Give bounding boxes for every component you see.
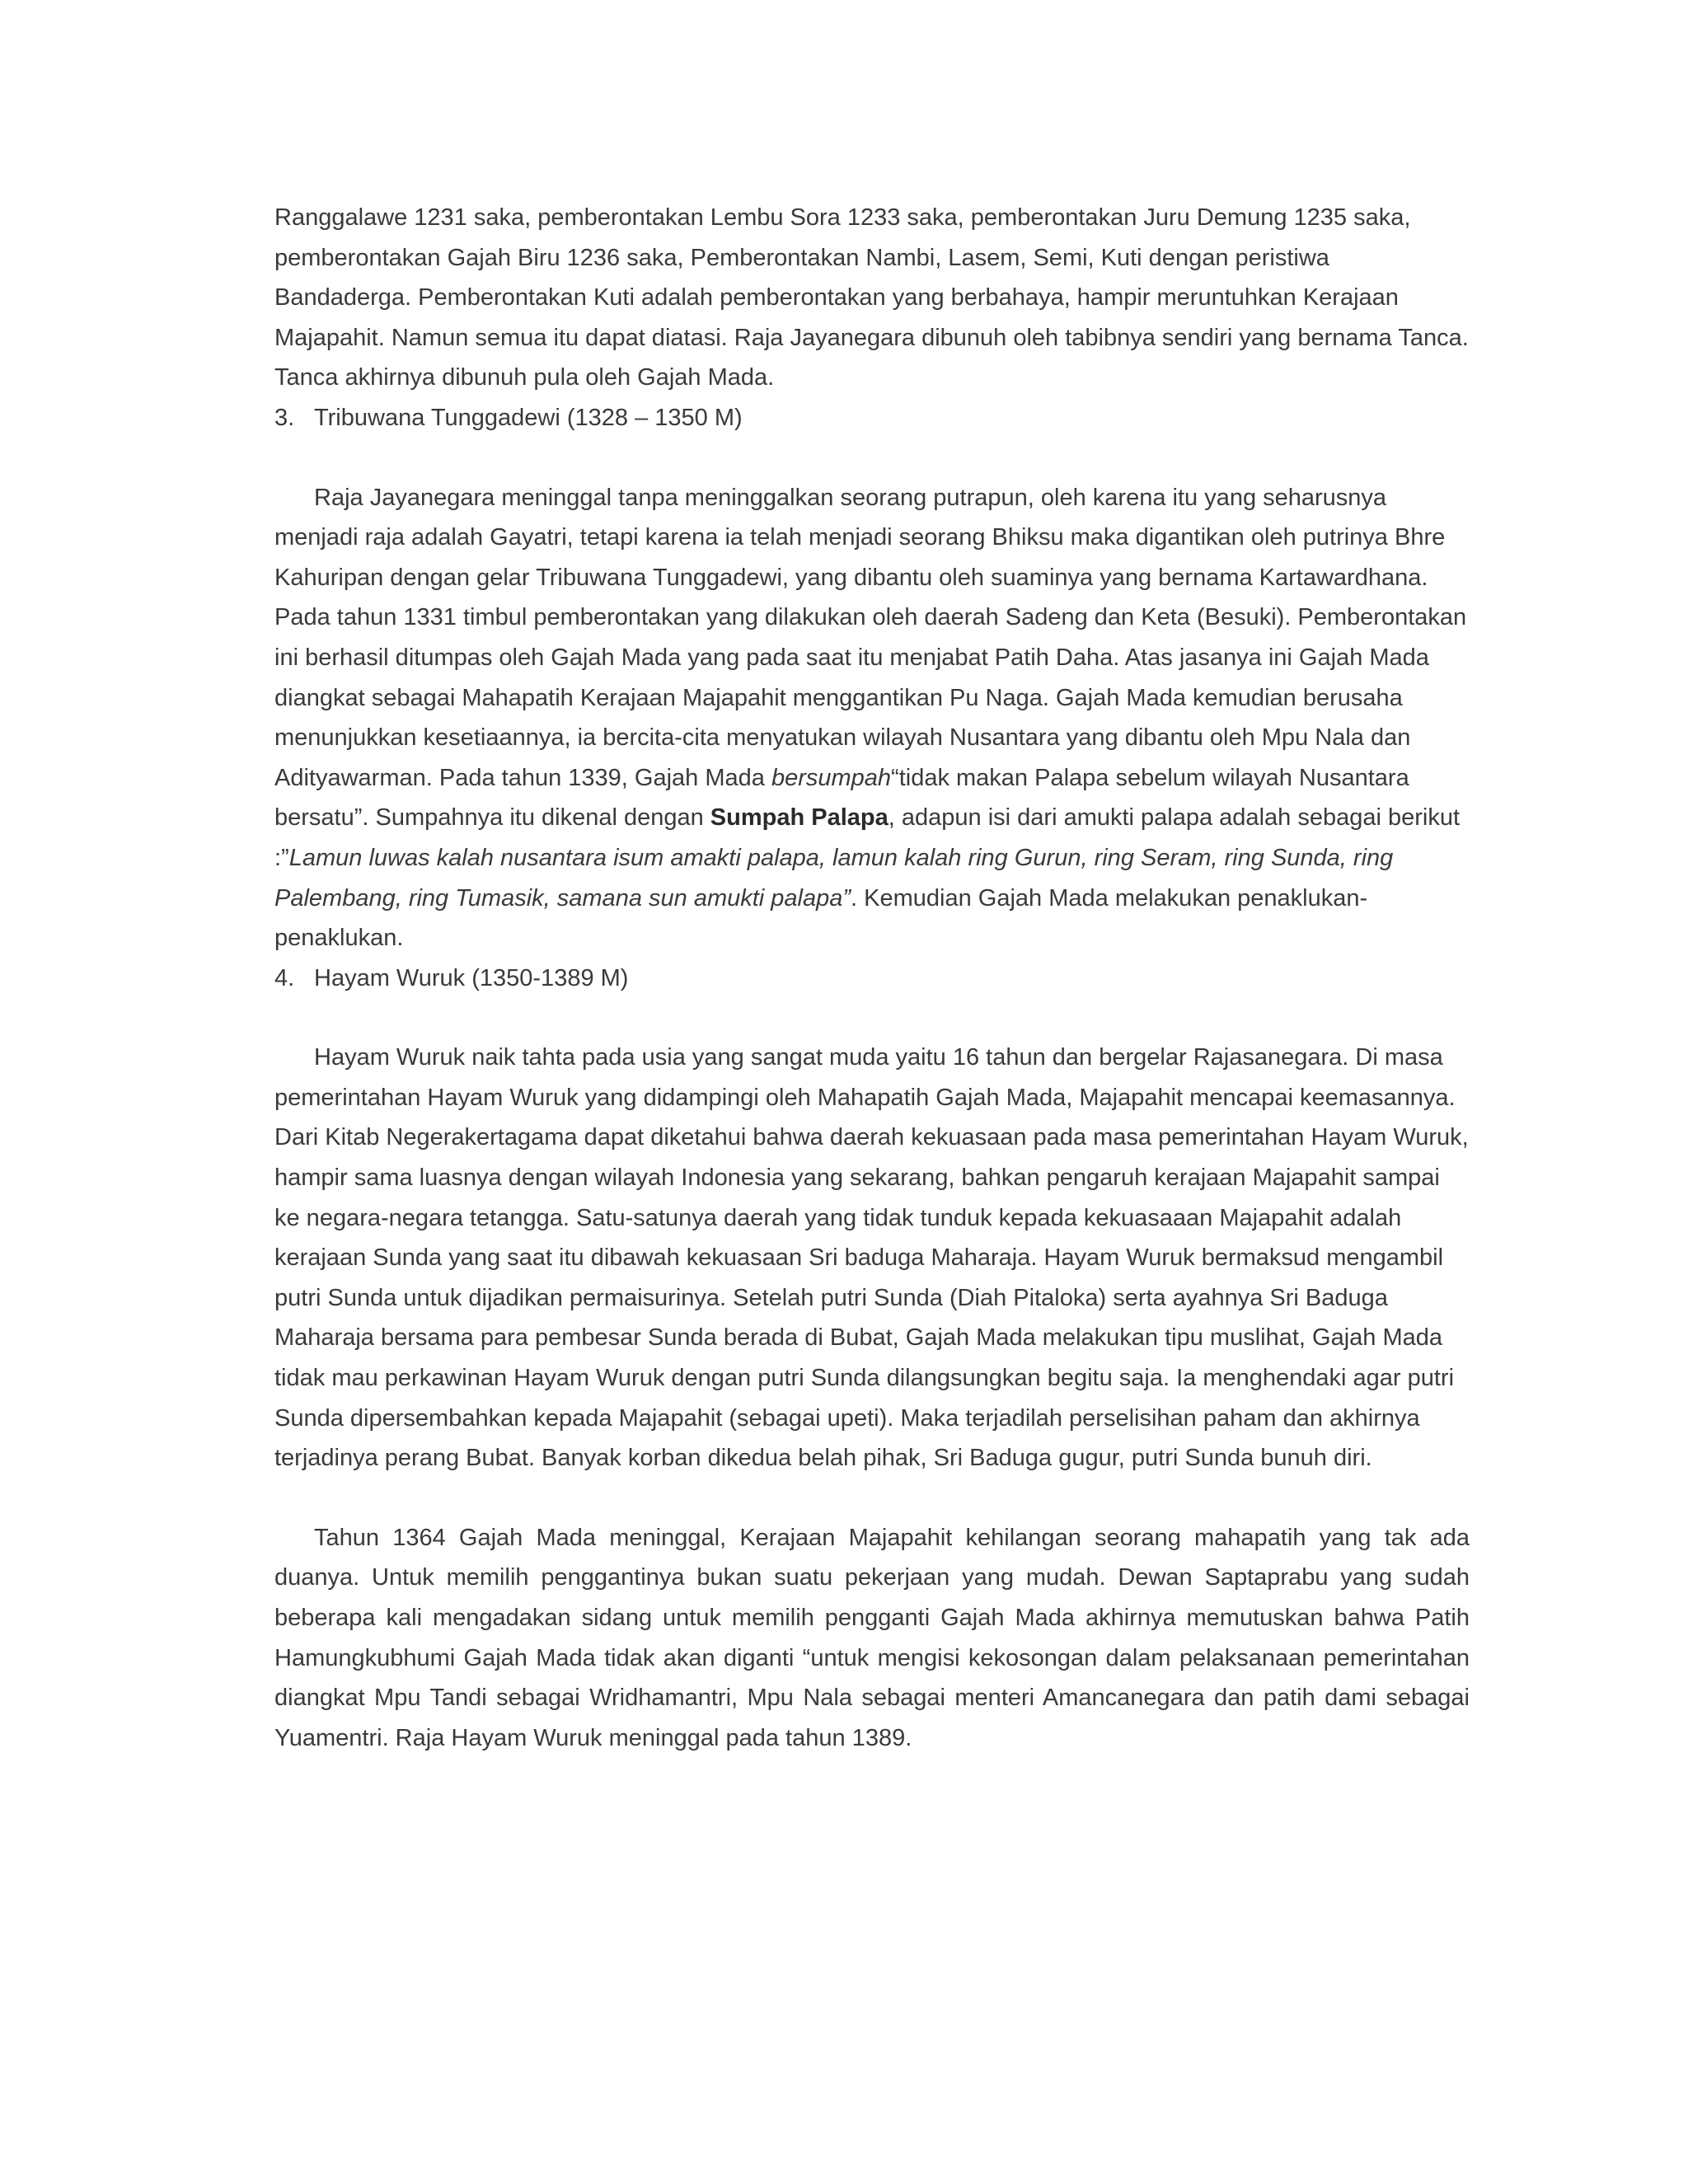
italic-quote: Lamun luwas kalah nusantara isum amakti palapa, lamun kalah ring Gurun, ring Seram, ring Sunda, ring Palembang, ring Tumasik, samana sun amukti palapa” <box>274 844 1394 912</box>
hayam-wuruk-paragraph: Hayam Wuruk naik tahta pada usia yang sangat muda yaitu 16 tahun dan bergelar Rajasanegara. Di masa pemerintahan Hayam Wuruk yang didampingi oleh Mahapatih Gajah Mada, Majapahit mencapai keemasannya. Dari Kitab Negerakertagama dapat diketahui bahwa daerah kekuasaan pada masa pemerintahan Hayam Wuruk, hampir sama luasnya dengan wilayah Indonesia yang sekarang, bahkan pengaruh kerajaan Majapahit sampai ke negara-negara tetangga. Satu-satunya daerah yang tidak tunduk kepada kekuasaaan Majapahit adalah kerajaan Sunda yang saat itu dibawah kekuasaan Sri baduga Maharaja. Hayam Wuruk bermaksud mengambil putri Sunda untuk dijadikan permaisurinya. Setelah putri Sunda (Diah Pitaloka) serta ayahnya Sri Baduga Maharaja bersama para pembesar Sunda berada di Bubat, Gajah Mada melakukan tipu muslihat, Gajah Mada tidak mau perkawinan Hayam Wuruk dengan putri Sunda dilangsungkan begitu saja. Ia menghendaki agar putri Sunda dipersembahkan kepada Majapahit (sebagai upeti). Maka terjadilah perselisihan paham dan akhirnya terjadinya perang Bubat. Banyak korban dikedua belah pihak, Sri Baduga gugur, putri Sunda bunuh diri. <box>274 1044 1469 1472</box>
section-number: 3. <box>274 404 295 431</box>
section-number: 4. <box>274 964 295 991</box>
document-page <box>274 198 1470 1758</box>
section-title: Hayam Wuruk (1350-1389 M) <box>314 964 629 991</box>
section-title: Tribuwana Tunggadewi (1328 – 1350 M) <box>314 404 743 431</box>
text-run: “tidak makan Palapa sebelum wilayah Nusantara bersatu”. Sumpahnya itu dikenal dengan <box>274 764 1409 832</box>
bold-text: Sumpah Palapa <box>710 804 889 832</box>
italic-text: bersumpah <box>771 764 892 791</box>
text-run: , adapun isi dari amukti palapa adalah sebagai berikut :” <box>274 804 1461 871</box>
text-run: Raja Jayanegara meninggal tanpa meninggalkan seorang putrapun, oleh karena itu yang seharusnya menjadi raja adalah Gayatri, tetapi karena ia telah menjadi seorang Bhiksu maka digantikan oleh putrinya Bhre Kahuripan dengan gelar Tribuwana Tunggadewi, yang dibantu oleh suaminya yang bernama Kartawardhana. Pada tahun 1331 timbul pemberontakan yang dilakukan oleh daerah Sadeng dan Keta (Besuki). Pemberontakan ini berhasil ditumpas oleh Gajah Mada yang pada saat itu menjabat Patih Daha. Atas jasanya ini Gajah Mada diangkat sebagai Mahapatih Kerajaan Majapahit menggantikan Pu Naga. Gajah Mada kemudian berusaha menunjukkan kesetiaannya, ia bercita-cita menyatukan wilayah Nusantara yang dibantu oleh Mpu Nala dan Adityawarman. Pada tahun 1339, Gajah Mada <box>274 484 1467 791</box>
text-run: . Kemudian Gajah Mada melakukan penaklukan-penaklukan. <box>274 884 1368 952</box>
section-heading-tribuwana <box>274 398 1470 438</box>
tribuwana-paragraph <box>274 478 1470 958</box>
gajah-mada-death-paragraph: Tahun 1364 Gajah Mada meninggal, Kerajaan Majapahit kehilangan seorang mahapatih yang tak ada duanya. Untuk memilih penggantinya bukan suatu pekerjaan yang mudah. Dewan Saptaprabu yang sudah beberapa kali mengadakan sidang untuk memilih pengganti Gajah Mada akhirnya memutuskan bahwa Patih Hamungkubhumi Gajah Mada tidak akan diganti “untuk mengisi kekosongan dalam pelaksanaan pemerintahan diangkat Mpu Tandi sebagai Wridhamantri, Mpu Nala sebagai menteri Amancanegara dan patih dami sebagai Yuamentri. Raja Hayam Wuruk meninggal pada tahun 1389. <box>274 1524 1470 1751</box>
section-heading-hayam-wuruk <box>274 958 1470 999</box>
intro-paragraph: Ranggalawe 1231 saka, pemberontakan Lembu Sora 1233 saka, pemberontakan Juru Demung 1235 saka, pemberontakan Gajah Biru 1236 saka, Pemberontakan Nambi, Lasem, Semi, Kuti dengan peristiwa Bandaderga. Pemberontakan Kuti adalah pemberontakan yang berbahaya, hampir meruntuhkan Kerajaan Majapahit. Namun semua itu dapat diatasi. Raja Jayanegara dibunuh oleh tabibnya sendiri yang bernama Tanca. Tanca akhirnya dibunuh pula oleh Gajah Mada. <box>274 204 1469 391</box>
